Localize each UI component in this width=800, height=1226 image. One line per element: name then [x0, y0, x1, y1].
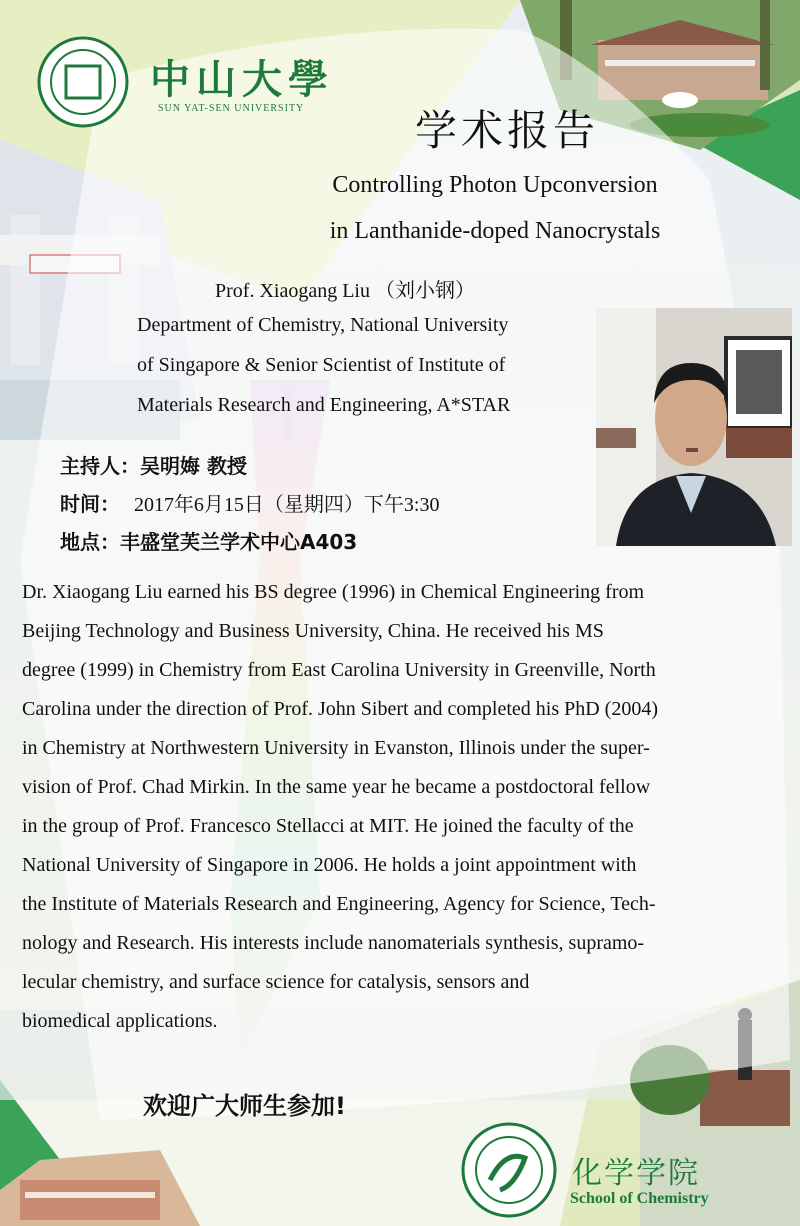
speaker-affiliation-line1: Department of Chemistry, National University	[137, 314, 509, 336]
university-name-en: SUN YAT-SEN UNIVERSITY	[158, 103, 305, 114]
speaker-bio	[22, 573, 780, 1041]
talk-title-line1: Controlling Photon Upconversion	[332, 172, 658, 198]
bio-line: lecular chemistry, and surface science for catalysis, sensors and	[22, 971, 530, 993]
bio-line: Beijing Technology and Business University, China. He received his MS	[22, 620, 604, 642]
bio-line: National University of Singapore in 2006. He holds a joint appointment with	[22, 854, 637, 876]
school-name-cn: 化学学院	[572, 1156, 700, 1191]
event-type-title: 学术报告	[415, 106, 600, 155]
host-label: 主持人：	[60, 454, 140, 478]
bio-line: in the group of Prof. Francesco Stellacci at MIT. He joined the faculty of the	[22, 815, 634, 837]
bio-line: the Institute of Materials Research and Engineering, Agency for Science, Tech-	[22, 893, 656, 915]
bio-line: Carolina under the direction of Prof. John Sibert and completed his PhD (2004)	[22, 698, 658, 720]
time-value: 2017年6月15日（星期四）下午3:30	[133, 494, 440, 516]
bio-line: in Chemistry at Northwestern University in Evanston, Illinois under the super-	[22, 737, 650, 759]
speaker-affiliation-line2: of Singapore & Senior Scientist of Institute of	[137, 354, 506, 376]
welcome-message: 欢迎广大师生参加!	[143, 1092, 346, 1120]
bio-line: vision of Prof. Chad Mirkin. In the same year he became a postdoctoral fellow	[22, 776, 651, 798]
bio-line: biomedical applications.	[22, 1010, 218, 1032]
speaker-photo	[596, 308, 792, 546]
university-name-cn: 中山大學	[150, 56, 334, 103]
place-value: 丰盛堂芙兰学术中心A403	[120, 530, 358, 554]
bio-line: degree (1999) in Chemistry from East Carolina University in Greenville, North	[22, 659, 656, 681]
school-name-en: School of Chemistry	[570, 1190, 709, 1207]
host-value: 吴明娒 教授	[140, 454, 247, 478]
speaker-name: Prof. Xiaogang Liu （刘小钢）	[215, 280, 475, 302]
host-row	[60, 450, 247, 479]
place-row	[60, 526, 357, 555]
time-row	[60, 488, 440, 517]
speaker-affiliation-line3: Materials Research and Engineering, A*STAR	[137, 394, 511, 416]
talk-title-line2: in Lanthanide-doped Nanocrystals	[329, 218, 661, 244]
bio-line: nology and Research. His interests include nanomaterials synthesis, supramo-	[22, 932, 645, 954]
time-label: 时间：	[60, 492, 120, 516]
bio-line: Dr. Xiaogang Liu earned his BS degree (1996) in Chemical Engineering from	[22, 581, 645, 603]
place-label: 地点：	[60, 530, 120, 554]
